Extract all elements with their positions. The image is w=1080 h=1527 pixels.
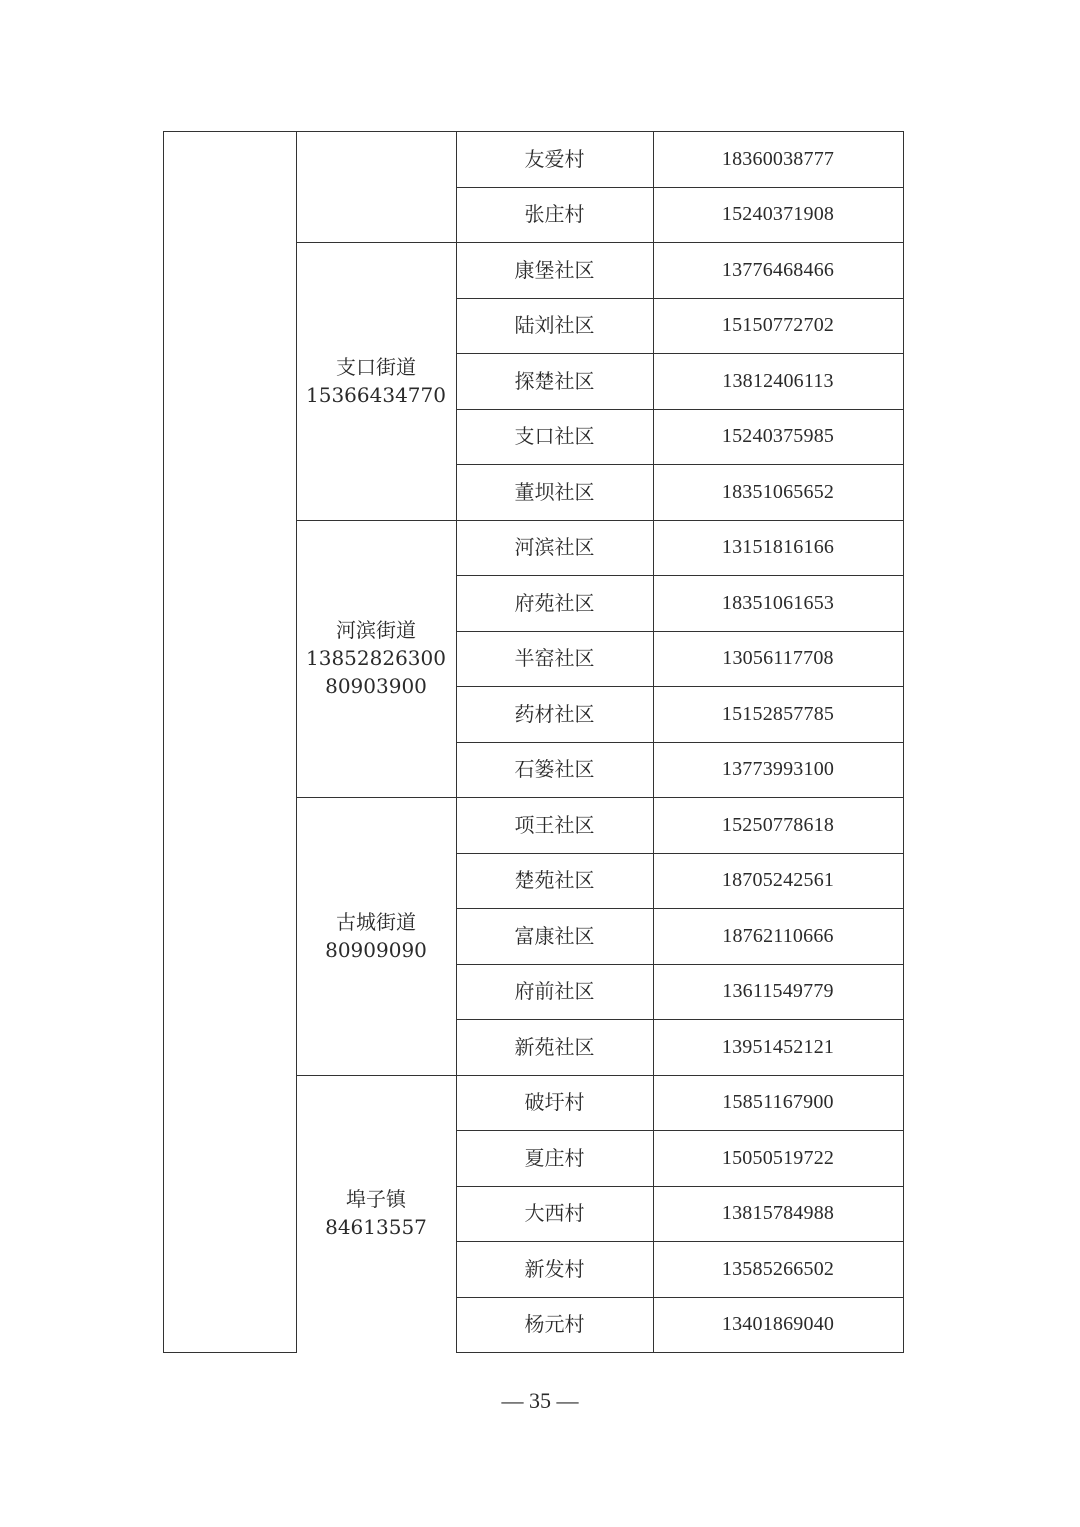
group-rule — [296, 520, 456, 521]
village-name-cell: 康堡社区 — [514, 257, 595, 282]
village-name-cell: 府前社区 — [514, 979, 595, 1004]
village-name-cell: 支口社区 — [514, 424, 595, 449]
phone-number-cell: 13815784988 — [721, 1202, 835, 1225]
phone-number-cell: 15150772702 — [721, 314, 835, 337]
unit-cell: 河滨街道 13852826300 80903900 — [306, 618, 446, 699]
unit-cell: 支口街道 15366434770 — [306, 354, 446, 407]
table-vertical-rule — [163, 131, 164, 1353]
phone-number-cell: 13585266502 — [721, 1257, 835, 1280]
page-number: — 35 — — [501, 1388, 579, 1413]
village-name-cell: 河滨社区 — [514, 535, 595, 560]
village-name-cell: 探楚社区 — [514, 368, 595, 393]
group-rule — [296, 797, 456, 798]
village-name-cell: 项王社区 — [514, 812, 595, 837]
phone-number-cell: 15050519722 — [721, 1146, 835, 1169]
phone-number-cell: 18351061653 — [721, 591, 835, 614]
village-name-cell: 夏庄村 — [524, 1145, 585, 1170]
village-name-cell: 董坝社区 — [514, 479, 595, 504]
village-name-cell: 楚苑社区 — [514, 868, 595, 893]
village-name-cell: 富康社区 — [514, 923, 595, 948]
phone-number-cell: 15240371908 — [721, 203, 835, 226]
village-name-cell: 新苑社区 — [514, 1034, 595, 1059]
phone-number-cell: 13773993100 — [721, 758, 835, 781]
phone-number-cell: 15851167900 — [722, 1091, 834, 1114]
table-bottom-rule — [456, 1352, 904, 1353]
unit-cell — [296, 131, 456, 242]
village-name-cell: 张庄村 — [524, 202, 585, 227]
village-name-cell: 新发村 — [524, 1256, 585, 1281]
unit-cell: 埠子镇 84613557 — [325, 1187, 427, 1240]
phone-number-cell: 15152857785 — [721, 702, 835, 725]
village-name-cell: 大西村 — [524, 1201, 585, 1226]
village-name-cell: 半窑社区 — [514, 646, 595, 671]
unit-cell: 古城街道 80909090 — [325, 909, 427, 962]
village-name-cell: 府苑社区 — [514, 590, 595, 615]
table-bottom-rule — [163, 1352, 297, 1353]
group-rule — [296, 1075, 456, 1076]
phone-number-cell: 13812406113 — [722, 369, 834, 392]
phone-number-cell: 13951452121 — [721, 1035, 835, 1058]
phone-number-cell: 13776468466 — [721, 258, 835, 281]
phone-number-cell: 13401869040 — [721, 1313, 835, 1336]
phone-number-cell: 18705242561 — [721, 869, 835, 892]
phone-number-cell: 18360038777 — [721, 147, 835, 170]
phone-number-cell: 13611549779 — [722, 980, 834, 1003]
village-name-cell: 破圩村 — [524, 1090, 585, 1115]
phone-number-cell: 13151816166 — [721, 536, 835, 559]
phone-number-cell: 15250778618 — [721, 813, 835, 836]
village-name-cell: 药材社区 — [514, 701, 595, 726]
phone-number-cell: 18762110666 — [722, 924, 834, 947]
village-name-cell: 石篓社区 — [514, 757, 595, 782]
phone-number-cell: 13056117708 — [722, 647, 834, 670]
village-name-cell: 杨元村 — [524, 1312, 585, 1337]
village-name-cell: 友爱村 — [524, 146, 585, 171]
group-rule — [296, 242, 456, 243]
phone-number-cell: 18351065652 — [721, 480, 835, 503]
phone-number-cell: 15240375985 — [721, 425, 835, 448]
village-name-cell: 陆刘社区 — [514, 313, 595, 338]
